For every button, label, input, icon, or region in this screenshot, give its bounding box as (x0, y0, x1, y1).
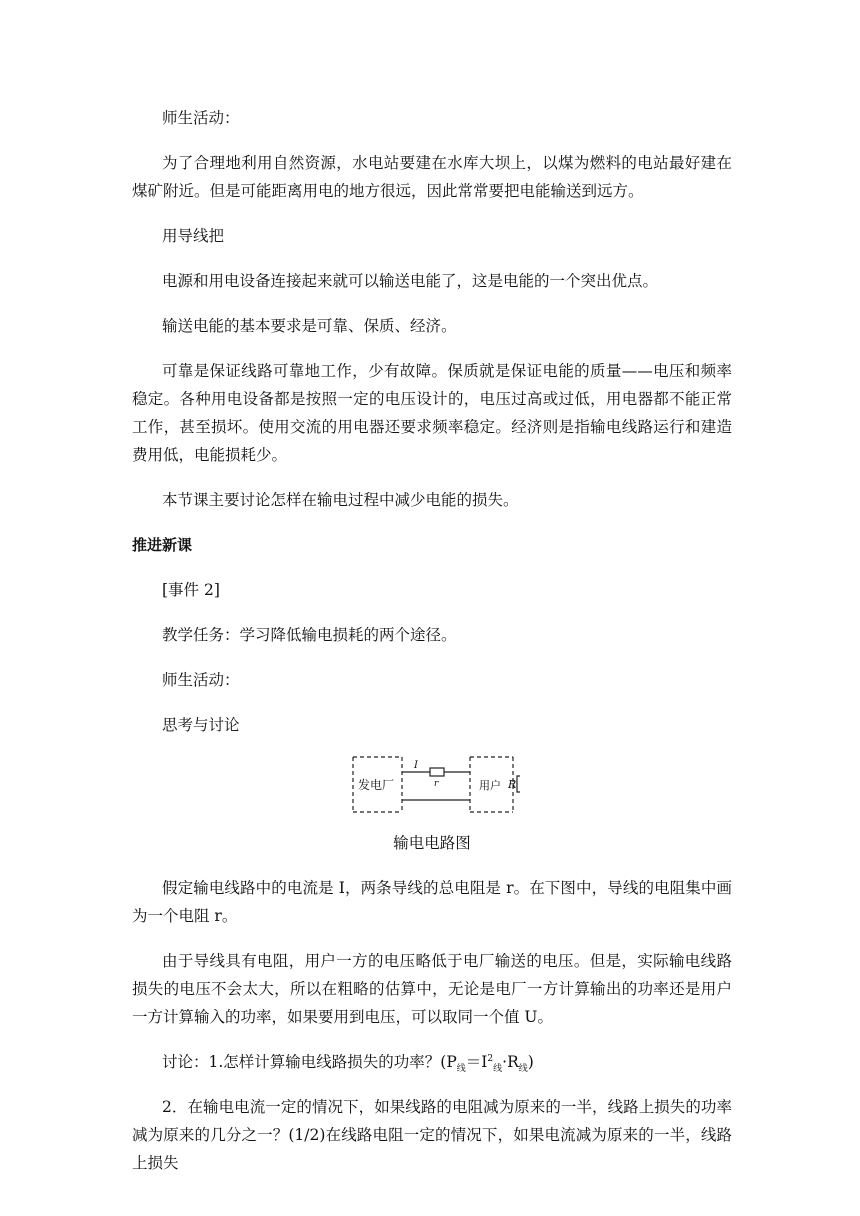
equation-part: ·R (502, 1053, 519, 1071)
subscript: 线 (456, 1064, 466, 1075)
section-heading: 推进新课 (132, 536, 193, 554)
current-label: I (414, 760, 418, 771)
paragraph: 师生活动： (162, 671, 240, 689)
paragraph: 思考与讨论 (162, 716, 240, 734)
paragraph: 2．在输电电流一定的情况下，如果线路的电阻减为原来的一半，线路上损失的功率减为原来的几分之一？(1/2)在线路电阻一定的情况下，如果电流减为原来的一半，线路上损失 (132, 1098, 732, 1172)
figure-caption: 输电电路图 (393, 834, 471, 852)
subscript: 线 (493, 1064, 503, 1075)
user-label: 用户 (479, 779, 501, 792)
paragraph: 可靠是保证线路可靠地工作，少有故障。保质就是保证电能的质量——电压和频率稳定。各种用电设备都是按照一定的电压设计的，电压过高或过低，用电器都不能正常工作，甚至损坏。使用交流的用电器还要求频率稳定。经济则是指输电线路运行和建造费用低，电能损耗少。 (132, 362, 732, 464)
circuit-diagram (350, 754, 530, 814)
equation-close: ) (527, 1053, 534, 1071)
plant-label: 发电厂 (358, 778, 395, 792)
document-page (132, 0, 732, 1177)
circuit-figure (132, 754, 732, 816)
paragraph: 电源和用电设备连接起来就可以输送电能了，这是电能的一个突出优点。 (162, 272, 659, 290)
load-label: R (508, 778, 517, 791)
paragraph: 由于导线具有电阻，用户一方的电压略低于电厂输送的电压。但是，实际输电线路损失的电压不会太大，所以在粗略的估算中，无论是电厂一方计算输出的功率还是用户一方计算输入的功率，如果要用到电压，可以取同一个值 U。 (132, 952, 732, 1026)
paragraph: 师生活动： (162, 109, 240, 127)
load-r (517, 776, 520, 792)
paragraph: 为了合理地利用自然资源，水电站要建在水库大坝上，以煤为燃料的电站最好建在煤矿附近。但是可能距离用电的地方很远，因此常常要把电能输送到远方。 (132, 154, 732, 200)
paragraph: [事件 2] (162, 581, 220, 599)
resistor-label: r (434, 779, 439, 789)
discussion-paragraph (132, 1048, 732, 1076)
discussion-lead: 讨论：1.怎样计算输电线路损失的功率？(P (162, 1053, 457, 1071)
paragraph: 输送电能的基本要求是可靠、保质、经济。 (162, 317, 457, 335)
paragraph: 假定输电线路中的电流是 I，两条导线的总电阻是 r。在下图中，导线的电阻集中画为一个电阻 r。 (132, 879, 732, 925)
paragraph: 本节课主要讨论怎样在输电过程中减少电能的损失。 (162, 491, 519, 509)
subscript: 线 (518, 1064, 528, 1075)
paragraph: 用导线把 (162, 227, 225, 245)
equation-part: ＝I (465, 1053, 488, 1071)
resistor-r (430, 768, 444, 776)
paragraph: 教学任务：学习降低输电损耗的两个途径。 (162, 626, 457, 644)
superscript: 2 (487, 1053, 494, 1064)
